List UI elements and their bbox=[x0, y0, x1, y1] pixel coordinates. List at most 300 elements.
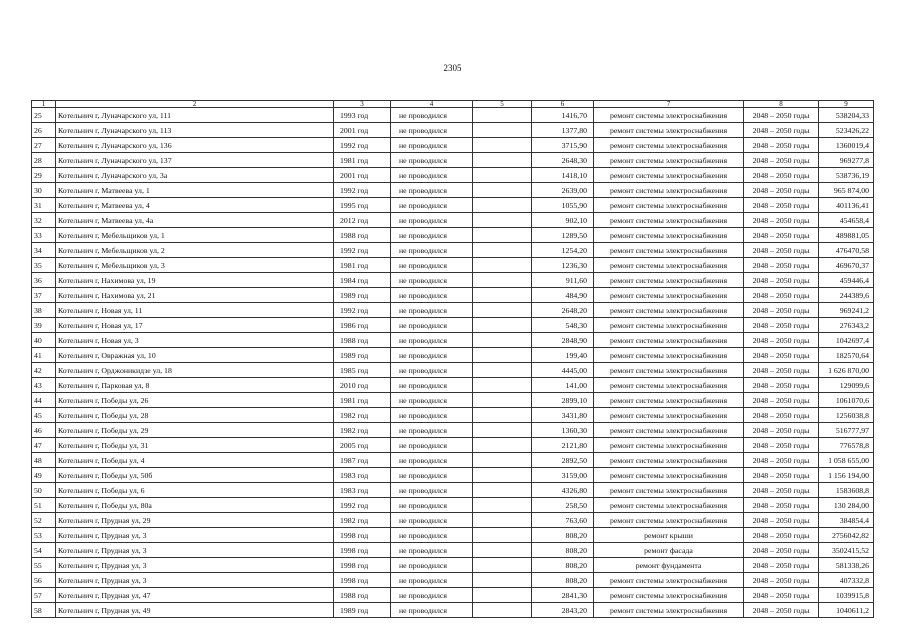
year-cell: 1989 год bbox=[334, 348, 391, 363]
period-cell: 2048 – 2050 годы bbox=[744, 153, 819, 168]
column5-cell bbox=[473, 603, 532, 618]
inspection-cell: не проводился bbox=[391, 513, 473, 528]
work-type-cell: ремонт системы электроснабжения bbox=[594, 213, 744, 228]
area-cell: 808,20 bbox=[532, 528, 594, 543]
inspection-cell: не проводился bbox=[391, 483, 473, 498]
inspection-cell: не проводился bbox=[391, 303, 473, 318]
area-cell: 2648,30 bbox=[532, 153, 594, 168]
year-cell: 1992 год bbox=[334, 303, 391, 318]
inspection-cell: не проводился bbox=[391, 213, 473, 228]
column5-cell bbox=[473, 543, 532, 558]
work-type-cell: ремонт системы электроснабжения bbox=[594, 318, 744, 333]
year-cell: 1986 год bbox=[334, 318, 391, 333]
column-header-1: 1 bbox=[32, 101, 56, 108]
table-row bbox=[32, 363, 874, 378]
cost-cell: 1 626 870,00 bbox=[819, 363, 874, 378]
area-cell: 2841,30 bbox=[532, 588, 594, 603]
period-cell: 2048 – 2050 годы bbox=[744, 408, 819, 423]
address-cell: Котельнич г, Прудная ул, 3 bbox=[56, 558, 334, 573]
cost-cell: 1040611,2 bbox=[819, 603, 874, 618]
address-cell: Котельнич г, Мебельщиков ул, 2 bbox=[56, 243, 334, 258]
work-type-cell: ремонт системы электроснабжения bbox=[594, 438, 744, 453]
area-cell: 2899,10 bbox=[532, 393, 594, 408]
work-type-cell: ремонт системы электроснабжения bbox=[594, 108, 744, 123]
area-cell: 763,60 bbox=[532, 513, 594, 528]
cost-cell: 244389,6 bbox=[819, 288, 874, 303]
area-cell: 911,60 bbox=[532, 273, 594, 288]
table-row bbox=[32, 588, 874, 603]
cost-cell: 523426,22 bbox=[819, 123, 874, 138]
address-cell: Котельнич г, Матвеева ул, 4а bbox=[56, 213, 334, 228]
inspection-cell: не проводился bbox=[391, 453, 473, 468]
row-number: 30 bbox=[32, 183, 56, 198]
period-cell: 2048 – 2050 годы bbox=[744, 168, 819, 183]
column5-cell bbox=[473, 303, 532, 318]
column5-cell bbox=[473, 393, 532, 408]
work-type-cell: ремонт системы электроснабжения bbox=[594, 258, 744, 273]
inspection-cell: не проводился bbox=[391, 528, 473, 543]
column5-cell bbox=[473, 168, 532, 183]
table-row bbox=[32, 168, 874, 183]
table-row bbox=[32, 123, 874, 138]
address-cell: Котельнич г, Матвеева ул, 1 bbox=[56, 183, 334, 198]
year-cell: 1981 год bbox=[334, 393, 391, 408]
year-cell: 2001 год bbox=[334, 123, 391, 138]
table-row bbox=[32, 333, 874, 348]
column-header-8: 8 bbox=[744, 101, 819, 108]
work-type-cell: ремонт системы электроснабжения bbox=[594, 498, 744, 513]
column5-cell bbox=[473, 378, 532, 393]
work-type-cell: ремонт системы электроснабжения bbox=[594, 198, 744, 213]
column5-cell bbox=[473, 588, 532, 603]
row-number: 32 bbox=[32, 213, 56, 228]
table-row bbox=[32, 228, 874, 243]
work-type-cell: ремонт системы электроснабжения bbox=[594, 303, 744, 318]
column5-cell bbox=[473, 408, 532, 423]
column5-cell bbox=[473, 438, 532, 453]
column5-cell bbox=[473, 183, 532, 198]
cost-cell: 1256038,8 bbox=[819, 408, 874, 423]
column5-cell bbox=[473, 108, 532, 123]
inspection-cell: не проводился bbox=[391, 408, 473, 423]
inspection-cell: не проводился bbox=[391, 378, 473, 393]
period-cell: 2048 – 2050 годы bbox=[744, 483, 819, 498]
cost-cell: 1039915,8 bbox=[819, 588, 874, 603]
inspection-cell: не проводился bbox=[391, 198, 473, 213]
row-number: 50 bbox=[32, 483, 56, 498]
table-row bbox=[32, 438, 874, 453]
column5-cell bbox=[473, 363, 532, 378]
page-number: 2305 bbox=[443, 63, 462, 73]
row-number: 29 bbox=[32, 168, 56, 183]
row-number: 44 bbox=[32, 393, 56, 408]
address-cell: Котельнич г, Матвеева ул, 4 bbox=[56, 198, 334, 213]
address-cell: Котельнич г, Орджоникидзе ул, 18 bbox=[56, 363, 334, 378]
table-row bbox=[32, 108, 874, 123]
table-row bbox=[32, 423, 874, 438]
table-row bbox=[32, 408, 874, 423]
area-cell: 4445,00 bbox=[532, 363, 594, 378]
work-type-cell: ремонт системы электроснабжения bbox=[594, 168, 744, 183]
address-cell: Котельнич г, Победы ул, 4 bbox=[56, 453, 334, 468]
inspection-cell: не проводился bbox=[391, 588, 473, 603]
period-cell: 2048 – 2050 годы bbox=[744, 513, 819, 528]
cost-cell: 276343,2 bbox=[819, 318, 874, 333]
cost-cell: 1 156 194,00 bbox=[819, 468, 874, 483]
inspection-cell: не проводился bbox=[391, 168, 473, 183]
work-type-cell: ремонт системы электроснабжения bbox=[594, 423, 744, 438]
address-cell: Котельнич г, Прудная ул, 3 bbox=[56, 573, 334, 588]
cost-cell: 1583608,8 bbox=[819, 483, 874, 498]
column-header-6: 6 bbox=[532, 101, 594, 108]
row-number: 34 bbox=[32, 243, 56, 258]
year-cell: 1982 год bbox=[334, 513, 391, 528]
year-cell: 1992 год bbox=[334, 243, 391, 258]
inspection-cell: не проводился bbox=[391, 498, 473, 513]
period-cell: 2048 – 2050 годы bbox=[744, 438, 819, 453]
cost-cell: 476470,58 bbox=[819, 243, 874, 258]
period-cell: 2048 – 2050 годы bbox=[744, 198, 819, 213]
inspection-cell: не проводился bbox=[391, 468, 473, 483]
cost-cell: 1 058 655,00 bbox=[819, 453, 874, 468]
address-cell: Котельнич г, Луначарского ул, 113 bbox=[56, 123, 334, 138]
inspection-cell: не проводился bbox=[391, 228, 473, 243]
year-cell: 1983 год bbox=[334, 483, 391, 498]
cost-cell: 969277,8 bbox=[819, 153, 874, 168]
area-cell: 548,30 bbox=[532, 318, 594, 333]
inspection-cell: не проводился bbox=[391, 108, 473, 123]
inspection-cell: не проводился bbox=[391, 288, 473, 303]
work-type-cell: ремонт системы электроснабжения bbox=[594, 363, 744, 378]
row-number: 43 bbox=[32, 378, 56, 393]
period-cell: 2048 – 2050 годы bbox=[744, 303, 819, 318]
area-cell: 199,40 bbox=[532, 348, 594, 363]
period-cell: 2048 – 2050 годы bbox=[744, 318, 819, 333]
year-cell: 1987 год bbox=[334, 453, 391, 468]
work-type-cell: ремонт фундамента bbox=[594, 558, 744, 573]
column-header-5: 5 bbox=[473, 101, 532, 108]
work-type-cell: ремонт системы электроснабжения bbox=[594, 513, 744, 528]
inspection-cell: не проводился bbox=[391, 273, 473, 288]
table-row bbox=[32, 138, 874, 153]
table-row bbox=[32, 453, 874, 468]
row-number: 25 bbox=[32, 108, 56, 123]
table-row bbox=[32, 603, 874, 618]
year-cell: 1981 год bbox=[334, 258, 391, 273]
table-row bbox=[32, 153, 874, 168]
column5-cell bbox=[473, 333, 532, 348]
row-number: 41 bbox=[32, 348, 56, 363]
table-body bbox=[32, 108, 874, 618]
period-cell: 2048 – 2050 годы bbox=[744, 123, 819, 138]
period-cell: 2048 – 2050 годы bbox=[744, 393, 819, 408]
address-cell: Котельнич г, Парковая ул, 8 bbox=[56, 378, 334, 393]
cost-cell: 459446,4 bbox=[819, 273, 874, 288]
cost-cell: 489881,05 bbox=[819, 228, 874, 243]
inspection-cell: не проводился bbox=[391, 603, 473, 618]
area-cell: 3431,80 bbox=[532, 408, 594, 423]
table-row bbox=[32, 198, 874, 213]
year-cell: 1988 год bbox=[334, 588, 391, 603]
period-cell: 2048 – 2050 годы bbox=[744, 468, 819, 483]
work-type-cell: ремонт системы электроснабжения bbox=[594, 453, 744, 468]
address-cell: Котельнич г, Победы ул, 80а bbox=[56, 498, 334, 513]
table-row bbox=[32, 348, 874, 363]
inspection-cell: не проводился bbox=[391, 318, 473, 333]
address-cell: Котельнич г, Мебельщиков ул, 1 bbox=[56, 228, 334, 243]
period-cell: 2048 – 2050 годы bbox=[744, 528, 819, 543]
area-cell: 808,20 bbox=[532, 558, 594, 573]
address-cell: Котельнич г, Прудная ул, 47 bbox=[56, 588, 334, 603]
address-cell: Котельнич г, Луначарского ул, 136 bbox=[56, 138, 334, 153]
cost-cell: 1360019,4 bbox=[819, 138, 874, 153]
year-cell: 1982 год bbox=[334, 423, 391, 438]
inspection-cell: не проводился bbox=[391, 558, 473, 573]
year-cell: 1998 год bbox=[334, 528, 391, 543]
column5-cell bbox=[473, 558, 532, 573]
row-number: 53 bbox=[32, 528, 56, 543]
table-row bbox=[32, 393, 874, 408]
table-row bbox=[32, 288, 874, 303]
year-cell: 1992 год bbox=[334, 183, 391, 198]
inspection-cell: не проводился bbox=[391, 348, 473, 363]
column-header-4: 4 bbox=[391, 101, 473, 108]
table-row bbox=[32, 213, 874, 228]
inspection-cell: не проводился bbox=[391, 183, 473, 198]
period-cell: 2048 – 2050 годы bbox=[744, 543, 819, 558]
year-cell: 1985 год bbox=[334, 363, 391, 378]
area-cell: 4326,80 bbox=[532, 483, 594, 498]
row-number: 38 bbox=[32, 303, 56, 318]
area-cell: 808,20 bbox=[532, 543, 594, 558]
column5-cell bbox=[473, 318, 532, 333]
address-cell: Котельнич г, Луначарского ул, 111 bbox=[56, 108, 334, 123]
address-cell: Котельнич г, Прудная ул, 49 bbox=[56, 603, 334, 618]
address-cell: Котельнич г, Новая ул, 17 bbox=[56, 318, 334, 333]
column-header-3: 3 bbox=[334, 101, 391, 108]
table-header bbox=[32, 101, 874, 108]
cost-cell: 965 874,00 bbox=[819, 183, 874, 198]
period-cell: 2048 – 2050 годы bbox=[744, 138, 819, 153]
column5-cell bbox=[473, 153, 532, 168]
period-cell: 2048 – 2050 годы bbox=[744, 558, 819, 573]
inspection-cell: не проводился bbox=[391, 333, 473, 348]
year-cell: 1988 год bbox=[334, 333, 391, 348]
area-cell: 1254,20 bbox=[532, 243, 594, 258]
period-cell: 2048 – 2050 годы bbox=[744, 213, 819, 228]
column5-cell bbox=[473, 138, 532, 153]
year-cell: 2005 год bbox=[334, 438, 391, 453]
address-cell: Котельнич г, Победы ул, 31 bbox=[56, 438, 334, 453]
column-number-row bbox=[32, 101, 874, 108]
work-type-cell: ремонт системы электроснабжения bbox=[594, 393, 744, 408]
area-cell: 2639,00 bbox=[532, 183, 594, 198]
period-cell: 2048 – 2050 годы bbox=[744, 588, 819, 603]
area-cell: 1416,70 bbox=[532, 108, 594, 123]
area-cell: 3715,90 bbox=[532, 138, 594, 153]
area-cell: 484,90 bbox=[532, 288, 594, 303]
period-cell: 2048 – 2050 годы bbox=[744, 603, 819, 618]
inspection-cell: не проводился bbox=[391, 258, 473, 273]
address-cell: Котельнич г, Прудная ул, 3 bbox=[56, 528, 334, 543]
period-cell: 2048 – 2050 годы bbox=[744, 453, 819, 468]
row-number: 42 bbox=[32, 363, 56, 378]
column5-cell bbox=[473, 348, 532, 363]
column5-cell bbox=[473, 453, 532, 468]
row-number: 48 bbox=[32, 453, 56, 468]
table-row bbox=[32, 543, 874, 558]
address-cell: Котельнич г, Луначарского ул, 137 bbox=[56, 153, 334, 168]
period-cell: 2048 – 2050 годы bbox=[744, 498, 819, 513]
repair-register-table bbox=[31, 100, 874, 618]
row-number: 55 bbox=[32, 558, 56, 573]
row-number: 31 bbox=[32, 198, 56, 213]
row-number: 40 bbox=[32, 333, 56, 348]
year-cell: 2012 год bbox=[334, 213, 391, 228]
row-number: 45 bbox=[32, 408, 56, 423]
cost-cell: 776578,8 bbox=[819, 438, 874, 453]
work-type-cell: ремонт системы электроснабжения bbox=[594, 588, 744, 603]
period-cell: 2048 – 2050 годы bbox=[744, 348, 819, 363]
table-row bbox=[32, 528, 874, 543]
row-number: 47 bbox=[32, 438, 56, 453]
table-row bbox=[32, 303, 874, 318]
year-cell: 1992 год bbox=[334, 498, 391, 513]
year-cell: 1981 год bbox=[334, 153, 391, 168]
column5-cell bbox=[473, 498, 532, 513]
inspection-cell: не проводился bbox=[391, 123, 473, 138]
period-cell: 2048 – 2050 годы bbox=[744, 243, 819, 258]
year-cell: 2001 год bbox=[334, 168, 391, 183]
address-cell: Котельнич г, Луначарского ул, 3а bbox=[56, 168, 334, 183]
table-row bbox=[32, 258, 874, 273]
area-cell: 2892,50 bbox=[532, 453, 594, 468]
work-type-cell: ремонт системы электроснабжения bbox=[594, 333, 744, 348]
cost-cell: 538204,33 bbox=[819, 108, 874, 123]
area-cell: 1360,30 bbox=[532, 423, 594, 438]
row-number: 28 bbox=[32, 153, 56, 168]
period-cell: 2048 – 2050 годы bbox=[744, 573, 819, 588]
year-cell: 2010 год bbox=[334, 378, 391, 393]
year-cell: 1989 год bbox=[334, 288, 391, 303]
column5-cell bbox=[473, 273, 532, 288]
table-row bbox=[32, 318, 874, 333]
table-row bbox=[32, 378, 874, 393]
cost-cell: 581338,26 bbox=[819, 558, 874, 573]
cost-cell: 3502415,52 bbox=[819, 543, 874, 558]
column5-cell bbox=[473, 198, 532, 213]
cost-cell: 129099,6 bbox=[819, 378, 874, 393]
inspection-cell: не проводился bbox=[391, 153, 473, 168]
address-cell: Котельнич г, Победы ул, 28 bbox=[56, 408, 334, 423]
address-cell: Котельнич г, Победы ул, 29 bbox=[56, 423, 334, 438]
year-cell: 1993 год bbox=[334, 108, 391, 123]
work-type-cell: ремонт системы электроснабжения bbox=[594, 228, 744, 243]
row-number: 35 bbox=[32, 258, 56, 273]
area-cell: 3159,00 bbox=[532, 468, 594, 483]
period-cell: 2048 – 2050 годы bbox=[744, 228, 819, 243]
column5-cell bbox=[473, 213, 532, 228]
table-row bbox=[32, 243, 874, 258]
year-cell: 1988 год bbox=[334, 228, 391, 243]
work-type-cell: ремонт системы электроснабжения bbox=[594, 348, 744, 363]
area-cell: 1377,80 bbox=[532, 123, 594, 138]
column5-cell bbox=[473, 468, 532, 483]
column5-cell bbox=[473, 573, 532, 588]
work-type-cell: ремонт системы электроснабжения bbox=[594, 378, 744, 393]
inspection-cell: не проводился bbox=[391, 363, 473, 378]
year-cell: 1992 год bbox=[334, 138, 391, 153]
column-header-7: 7 bbox=[594, 101, 744, 108]
row-number: 39 bbox=[32, 318, 56, 333]
cost-cell: 516777,97 bbox=[819, 423, 874, 438]
year-cell: 1995 год bbox=[334, 198, 391, 213]
row-number: 57 bbox=[32, 588, 56, 603]
column-header-2: 2 bbox=[56, 101, 334, 108]
column5-cell bbox=[473, 513, 532, 528]
period-cell: 2048 – 2050 годы bbox=[744, 363, 819, 378]
work-type-cell: ремонт системы электроснабжения bbox=[594, 288, 744, 303]
table-row bbox=[32, 273, 874, 288]
table-row bbox=[32, 558, 874, 573]
table-row bbox=[32, 468, 874, 483]
column5-cell bbox=[473, 528, 532, 543]
year-cell: 1998 год bbox=[334, 573, 391, 588]
column5-cell bbox=[473, 258, 532, 273]
column5-cell bbox=[473, 123, 532, 138]
work-type-cell: ремонт системы электроснабжения bbox=[594, 468, 744, 483]
address-cell: Котельнич г, Победы ул, 6 bbox=[56, 483, 334, 498]
cost-cell: 182570,64 bbox=[819, 348, 874, 363]
cost-cell: 130 284,00 bbox=[819, 498, 874, 513]
period-cell: 2048 – 2050 годы bbox=[744, 423, 819, 438]
work-type-cell: ремонт системы электроснабжения bbox=[594, 138, 744, 153]
column5-cell bbox=[473, 483, 532, 498]
area-cell: 902,10 bbox=[532, 213, 594, 228]
period-cell: 2048 – 2050 годы bbox=[744, 288, 819, 303]
work-type-cell: ремонт системы электроснабжения bbox=[594, 573, 744, 588]
year-cell: 1984 год bbox=[334, 273, 391, 288]
year-cell: 1998 год bbox=[334, 558, 391, 573]
row-number: 27 bbox=[32, 138, 56, 153]
column-header-9: 9 bbox=[819, 101, 874, 108]
cost-cell: 384854,4 bbox=[819, 513, 874, 528]
year-cell: 1989 год bbox=[334, 603, 391, 618]
table-row bbox=[32, 483, 874, 498]
column5-cell bbox=[473, 228, 532, 243]
inspection-cell: не проводился bbox=[391, 393, 473, 408]
work-type-cell: ремонт крыши bbox=[594, 528, 744, 543]
area-cell: 1055,90 bbox=[532, 198, 594, 213]
area-cell: 1418,10 bbox=[532, 168, 594, 183]
row-number: 36 bbox=[32, 273, 56, 288]
address-cell: Котельнич г, Победы ул, 50б bbox=[56, 468, 334, 483]
inspection-cell: не проводился bbox=[391, 438, 473, 453]
cost-cell: 454658,4 bbox=[819, 213, 874, 228]
address-cell: Котельнич г, Новая ул, 3 bbox=[56, 333, 334, 348]
address-cell: Котельнич г, Прудная ул, 29 bbox=[56, 513, 334, 528]
row-number: 26 bbox=[32, 123, 56, 138]
inspection-cell: не проводился bbox=[391, 423, 473, 438]
period-cell: 2048 – 2050 годы bbox=[744, 378, 819, 393]
cost-cell: 401136,41 bbox=[819, 198, 874, 213]
work-type-cell: ремонт системы электроснабжения bbox=[594, 603, 744, 618]
work-type-cell: ремонт системы электроснабжения bbox=[594, 123, 744, 138]
period-cell: 2048 – 2050 годы bbox=[744, 333, 819, 348]
address-cell: Котельнич г, Нахимова ул, 19 bbox=[56, 273, 334, 288]
cost-cell: 407332,8 bbox=[819, 573, 874, 588]
row-number: 56 bbox=[32, 573, 56, 588]
